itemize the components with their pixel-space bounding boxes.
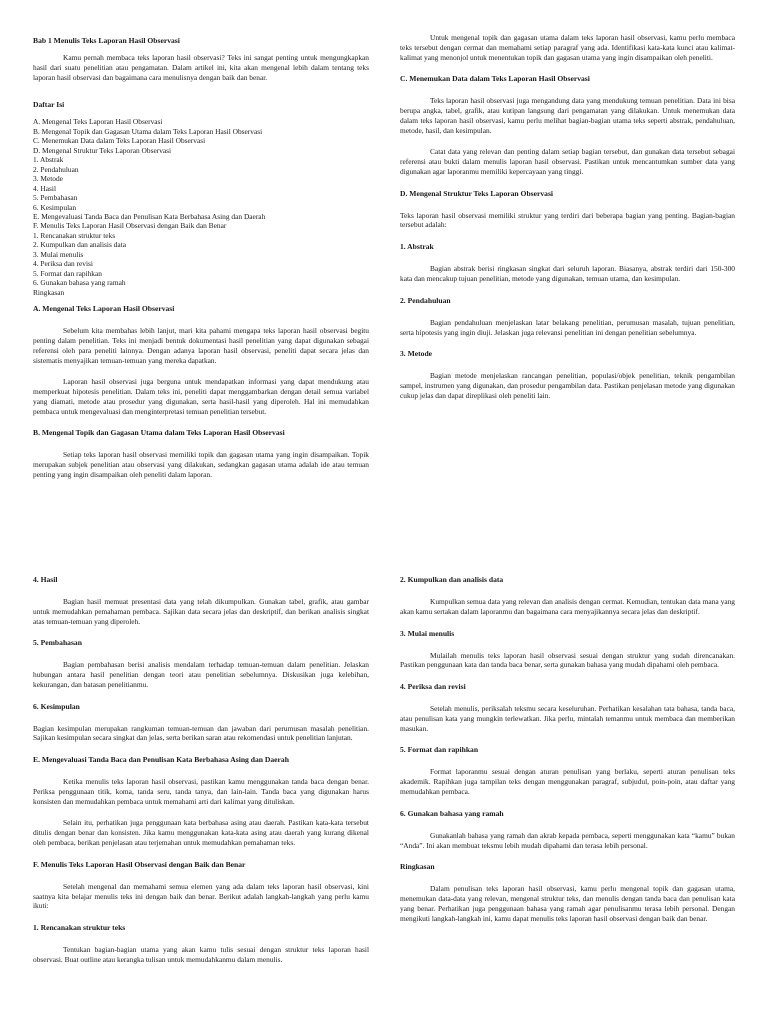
abstrak-paragraph: Bagian abstrak berisi ringkasan singkat dari seluruh laporan. Biasanya, abstrak terdiri dari 150-300 kata dan mencakup tujuan penelitian, metode yang digunakan, temuan utama, dan kesimpulan. xyxy=(400,264,735,283)
step-2-title: 2. Kumpulkan dan analisis data xyxy=(400,575,504,584)
step-6-paragraph: Gunakanlah bahasa yang ramah dan akrab kepada pembaca, seperti menggunakan kata “kamu” bukan “Anda”. Ini akan membuat teksmu lebih mudah dipahami dan terasa lebih personal. xyxy=(400,830,735,850)
toc-item[interactable]: 1. Rencanakan struktur teks xyxy=(33,230,116,240)
summary-paragraph: Dalam penulisan teks laporan hasil observasi, kamu perlu mengenal topik dan gagasan utama, menemukan data-data yang relevan, mengenal struktur teks, dan menulis dengan tanda baca dan penulisan kata yang benar. Perhatikan juga penggunaan bahasa yang ramah agar penulisanmu terasa lebih personal. Dengan mengikuti langkah-langkah ini, kamu dapat menulis teks laporan hasil observasi dengan baik dan benar. xyxy=(400,884,735,923)
step-2-paragraph: Kumpulkan semua data yang relevan dan analisis dengan cermat. Kemudian, tentukan data mana yang akan kamu sertakan dalam laporanmu dan bagaimana cara menyajikannya secara jelas dan deskriptif. xyxy=(400,597,735,616)
pendahuluan-title: 2. Pendahuluan xyxy=(400,295,451,305)
section-d-title: D. Mengenal Struktur Teks Laporan Observasi xyxy=(400,188,554,198)
toc-item[interactable]: F. Menulis Teks Laporan Hasil Observasi dengan Baik dan Benar xyxy=(33,221,227,231)
kesimpulan-title: 6. Kesimpulan xyxy=(33,701,80,711)
section-a-title: A. Mengenal Teks Laporan Hasil Observasi xyxy=(33,304,175,314)
toc-item[interactable]: 2. Kumpulkan dan analisis data xyxy=(33,240,126,250)
page1-right-column xyxy=(400,33,735,401)
step-3-title: 3. Mulai menulis xyxy=(400,628,455,638)
toc-item[interactable]: C. Menemukan Data dalam Teks Laporan Hasil Observasi xyxy=(33,136,206,146)
page2-left-column xyxy=(33,575,369,965)
pendahuluan-paragraph: Bagian pendahuluan menjelaskan latar belakang penelitian, perumusan masalah, tujuan penelitian, serta hipotesis yang ingin diuji. Jelaskan juga relevansi penelitian ini dengan penelitian sebelumnya. xyxy=(400,317,735,337)
step-1-title: 1. Rencanakan struktur teks xyxy=(33,923,126,933)
toc-item[interactable]: Ringkasan xyxy=(33,287,65,297)
section-a-paragraph-1: Sebelum kita membahas lebih lanjut, mari kita pahami mengapa teks laporan hasil observasi begitu penting dalam penelitian. Teks ini menjadi bentuk dokumentasi hasil penelitian yang dapat digunakan sebagai referensi oleh para peneliti lainnya. Dengan adanya laporan hasil observasi, peneliti dapat secara jelas dan sistematis menyajikan temuan-temuan yang mereka dapatkan. xyxy=(33,326,369,365)
step-4-paragraph: Setelah menulis, periksalah teksmu secara keseluruhan. Perhatikan kesalahan tata bahasa, tanda baca, atau penulisan kata yang mungkin terlewatkan. Jika perlu, mintalah temanmu untuk membaca dan memberikan masukan. xyxy=(400,704,735,733)
table-of-contents xyxy=(33,117,369,297)
section-c-paragraph-1: Teks laporan hasil observasi juga mengandung data yang mendukung temuan penelitian. Data ini bisa berupa angka, tabel, grafik, atau kutipan langsung dari pengamatan yang dilakukan. Untuk menemukan data dalam teks laporan hasil observasi, kamu perlu melihat bagian-bagian utama teks seperti abstrak, pendahuluan, metode, hasil, dan kesimpulan. xyxy=(400,96,735,135)
section-d-paragraph-1: Teks laporan hasil observasi memiliki struktur yang terdiri dari beberapa bagian yang penting. Bagian-bagian tersebut adalah: xyxy=(400,210,735,230)
section-b-paragraph-2: Untuk mengenal topik dan gagasan utama dalam teks laporan hasil observasi, kamu perlu membaca teks tersebut dengan cermat dan memahami setiap paragraf yang ada. Identifikasi kata-kata kunci atau kalimat-kalimat yang menonjol untuk menentukan topik dan gagasan utama yang ingin disampaikan oleh peneliti. xyxy=(400,33,735,62)
toc-item[interactable]: 5. Pembahasan xyxy=(33,193,78,203)
kesimpulan-paragraph: Bagian kesimpulan merupakan rangkuman temuan-temuan dan jawaban dari perumusan masalah penelitian. Sajikan kesimpulan secara singkat dan jelas, serta berikan saran atau rekomendasi untuk penelitian lanjutan. xyxy=(33,723,369,743)
toc-item[interactable]: 6. Gunakan bahasa yang ramah xyxy=(33,278,126,288)
summary-title: Ringkasan xyxy=(400,862,435,872)
section-c-paragraph-2: Catat data yang relevan dan penting dalam setiap bagian tersebut, dan gunakan data tersebut sebagai referensi atau bukti dalam menulis laporan hasil observasi. Pastikan untuk mencantumkan sumber data yang digunakan agar laporanmu memiliki kepercayaan yang tinggi. xyxy=(400,147,735,176)
section-e-paragraph-2: Selain itu, perhatikan juga penggunaan kata berbahasa asing atau daerah. Pastikan kata-kata tersebut ditulis dengan benar dan konsisten. Jika kamu menggunakan kata-kata asing atau daerah yang kurang dikenal oleh pembaca, berikan penjelasan atau terjemahan untuk memudahkan pemahaman teks. xyxy=(33,818,369,848)
step-5-title: 5. Format dan rapihkan xyxy=(400,745,479,755)
page1-left-column xyxy=(33,36,369,480)
toc-item[interactable]: 6. Kesimpulan xyxy=(33,202,77,212)
step-4-title: 4. Periksa dan revisi xyxy=(400,682,466,692)
metode-title: 3. Metode xyxy=(400,349,433,359)
toc-title: Daftar Isi xyxy=(33,100,65,110)
section-c-title: C. Menemukan Data dalam Teks Laporan Hasil Observasi xyxy=(400,74,590,84)
toc-item[interactable]: 4. Periksa dan revisi xyxy=(33,259,93,269)
section-b-paragraph-1: Setiap teks laporan hasil observasi memiliki topik dan gagasan utama yang ingin disampaikan. Topik merupakan subjek penelitian atau observasi yang dilakukan, sedangkan gagasan utama adalah ide atau temuan penting yang ingin disampaikan oleh peneliti dalam laporan. xyxy=(33,450,369,479)
hasil-title: 4. Hasil xyxy=(33,575,58,584)
toc-item[interactable]: D. Mengenal Struktur Teks Laporan Observasi xyxy=(33,145,172,155)
step-6-title: 6. Gunakan bahasa yang ramah xyxy=(400,808,504,818)
toc-item[interactable]: E. Mengevaluasi Tanda Baca dan Penulisan Kata Berbahasa Asing dan Daerah xyxy=(33,212,266,222)
toc-item[interactable]: 3. Metode xyxy=(33,174,63,184)
step-3-paragraph: Mulailah menulis teks laporan hasil observasi sesuai dengan struktur yang sudah direncanakan. Pastikan penggunaan kata dan tanda baca benar, serta gunakan bahasa yang mudah dipahami oleh pembaca. xyxy=(400,650,735,670)
intro-paragraph: Kamu pernah membaca teks laporan hasil observasi? Teks ini sangat penting untuk mengungkapkan hasil dari suatu penelitian atau pengamatan. Dalam artikel ini, kita akan mengenal lebih dalam tentang teks laporan hasil observasi dan bagaimana cara menulisnya dengan baik dan benar. xyxy=(33,53,369,82)
page2-right-column xyxy=(400,575,735,923)
step-5-paragraph: Format laporanmu sesuai dengan aturan penulisan yang berlaku, seperti aturan penulisan teks akademik. Rapihkan juga tampilan teks dengan menggunakan paragraf, subjudul, poin-poin, atau daftar yang memudahkan pembaca. xyxy=(400,767,735,796)
hasil-paragraph: Bagian hasil memuat presentasi data yang telah dikumpulkan. Gunakan tabel, grafik, atau gambar untuk memudahkan pemahaman pembaca. Sajikan data secara jelas dan deskriptif, dan berikan analisis singkat atas temuan-temuan yang diperoleh. xyxy=(33,597,369,626)
toc-item[interactable]: 1. Abstrak xyxy=(33,155,64,165)
toc-item[interactable]: 2. Pendahuluan xyxy=(33,164,79,174)
section-a-paragraph-2: Laporan hasil observasi juga berguna untuk mendapatkan informasi yang dapat mendukung atau memperkuat hipotesis penelitian. Dalam teks ini, peneliti dapat menggambarkan dengan detail semua variabel yang diamati, metode atau prosedur yang digunakan, serta hasil-hasil yang diperoleh. Hal ini memudahkan pembaca untuk mengevaluasi dan menginterpretasi temuan penelitian tersebut. xyxy=(33,377,369,416)
toc-item[interactable]: 3. Mulai menulis xyxy=(33,249,84,259)
pembahasan-title: 5. Pembahasan xyxy=(33,638,82,648)
toc-item[interactable]: A. Mengenal Teks Laporan Hasil Observasi xyxy=(33,117,163,127)
section-e-paragraph-1: Ketika menulis teks laporan hasil observasi, pastikan kamu menggunakan tanda baca dengan benar. Periksa penggunaan titik, koma, tanda seru, tanda tanya, dan lain-lain. Tanda baca yang digunakan harus konsisten dan memudahkan pembaca untuk memahami arti dari kalimat yang dituliskan. xyxy=(33,777,369,806)
document-title: Bab 1 Menulis Teks Laporan Hasil Observasi xyxy=(33,36,180,45)
metode-paragraph: Bagian metode menjelaskan rancangan penelitian, populasi/objek penelitian, teknik pengambilan sampel, instrumen yang digunakan, dan prosedur pengambilan data. Pastikan penjelasan metode yang digunakan cukup jelas dan dapat direplikasi oleh peneliti lain. xyxy=(400,371,735,400)
section-b-title: B. Mengenal Topik dan Gagasan Utama dalam Teks Laporan Hasil Observasi xyxy=(33,428,285,438)
toc-item[interactable]: B. Mengenal Topik dan Gagasan Utama dalam Teks Laporan Hasil Observasi xyxy=(33,126,263,136)
toc-item[interactable]: 4. Hasil xyxy=(33,183,56,193)
section-e-title: E. Mengevaluasi Tanda Baca dan Penulisan Kata Berbahasa Asing dan Daerah xyxy=(33,755,289,765)
pembahasan-paragraph: Bagian pembahasan berisi analisis mendalam terhadap temuan-temuan dalam penelitian. Jelaskan hubungan antara hasil penelitian dengan teori atau penelitian sebelumnya. Diskusikan juga kelebihan, kekurangan, dan batasan penelitianmu. xyxy=(33,660,369,689)
abstrak-title: 1. Abstrak xyxy=(400,242,434,252)
section-f-paragraph-1: Setelah mengenal dan memahami semua elemen yang ada dalam teks laporan hasil observasi, kini saatnya kita belajar menulis teks ini dengan baik dan benar. Berikut adalah langkah-langkah yang perlu kamu ikuti: xyxy=(33,881,369,911)
section-f-title: F. Menulis Teks Laporan Hasil Observasi dengan Baik dan Benar xyxy=(33,859,246,869)
toc-item[interactable]: 5. Format dan rapihkan xyxy=(33,268,102,278)
step-1-paragraph: Tentukan bagian-bagian utama yang akan kamu tulis sesuai dengan struktur teks laporan hasil observasi. Buat outline atau kerangka tulisan untuk memudahkanmu dalam menulis. xyxy=(33,945,369,964)
